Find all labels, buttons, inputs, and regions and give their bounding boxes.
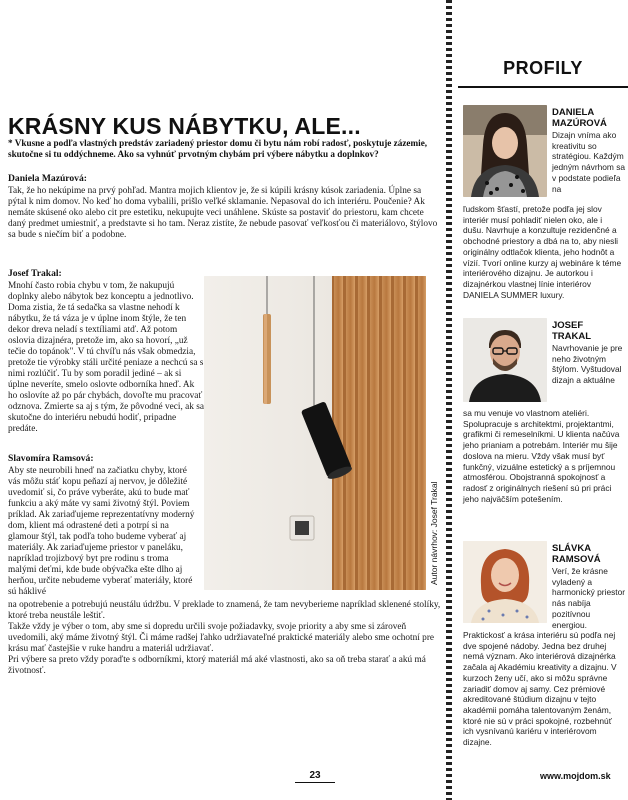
profile-name-josef-first: JOSEF xyxy=(552,320,584,331)
section-text-slavomira-wrap: Aby ste neurobili hneď na začiatku chyby, ktoré vás môžu stáť kopu peňazí aj nervov, je dôležité uvedomiť si, čo práve vyberáte, akú to bude mať funkciu a aký máte vy sami životný štýl. Poviem príklad. Ak zariaďujeme reprezentatívny moderný dom, klient má odrastené deti a potrpí si na glamour štýl, tak podľa toho budeme vyberať aj materiály. Ak zariaďujeme priestor v paneláku, napríklad trojizbový byt pre rodinu s troma malými deťmi, kde bude obývačka ešte dlho aj herňou, určite nebudeme vyberať materiály, ktoré sú háklivé xyxy=(8,466,195,597)
portrait-slavka xyxy=(463,541,547,623)
profile-text-daniela-full: ľudskom šťastí, pretože podľa jej slov interiér musí pohladiť nielen oko, ale i dušu. Navrhuje a konzultuje rezidenčné a obchodné priestory a dbá na to, aby niesli originálny odtlačok klienta, jeho hodnôt a vízií. Tvorí online kurzy aj webináre k téme interiérového dizajnu. Je autorkou i dizajnérkou vlastnej línie interiérov DANIELA SUMMER luxury. xyxy=(463,204,622,300)
portrait-daniela xyxy=(463,105,547,197)
profile-photo-daniela xyxy=(463,105,547,197)
profile-name-slavka-first: SLÁVKA xyxy=(552,543,592,554)
profile-text-josef-wrap: Navrhovanie je pre neho životným štýlom. Vyštudoval dizajn a aktuálne xyxy=(552,343,623,386)
profile-name-daniela-first: DANIELA xyxy=(552,107,595,118)
profile-name-slavka xyxy=(552,543,601,565)
interior-photo xyxy=(204,276,426,590)
profile-name-slavka-last: RAMSOVÁ xyxy=(552,554,601,565)
profile-photo-josef xyxy=(463,318,547,402)
column-divider xyxy=(446,0,452,800)
profile-name-daniela-last: MAZÚROVÁ xyxy=(552,118,607,129)
profile-text-slavka-full: Praktickosť a krása interiéru sú podľa nej dve spojené nádoby. Jedna bez druhej nemá význam. Ako interiérová dizajnérka začala aj Akadémiu kreativity a dizajnu. V kurzoch ženy učí, ako si môžu správne zariadiť domov aj samy. Cez prémiové akreditované štúdium dizajnu v tejto akadémii pomáha talentovaným ženám, ktoré nie sú v práci spokojné, rozbehnúť ich vysnívanú kariéru v interiérovom dizajne. xyxy=(463,630,617,748)
profile-name-daniela xyxy=(552,107,607,129)
article-lead: * Vkusne a podľa vlastných predstáv zariadený priestor domu či bytu nám robí radosť, poskytuje zázemie, skutočne si tu oddýchneme. Ako sa vyhnúť prvotným chybám pri výbere nábytku a doplnkov? xyxy=(8,138,428,159)
section-text-daniela: Tak, že ho nekúpime na prvý pohľad. Mantra mojich klientov je, že si kúpili krásny kúsok zariadenia. Úplne sa pýtal k nim domov. No keď ho doma vybalili, prišlo veľké sklamanie. Nepasoval do ich interiéru. Poučenie? Ak nemáte skúsené oko alebo cit pre estetiku, nekupujte veci unáhlene. Skúste sa postaviť do priestoru, kam chcete daný predmet umiestniť, a predstavte si ho tam. Neraz zistíte, že nebude pasovať veľkosťou či materiálovo, štýlovo sa bude s niečím biť a podobne. xyxy=(8,186,438,240)
profile-text-slavka-wrap: Verí, že krásne vyladený a harmonický priestor nás nabíja pozitívnou energiou. xyxy=(552,566,626,630)
section-heading-slavomira: Slavomíra Ramsová: xyxy=(8,453,94,464)
website-url: www.mojdom.sk xyxy=(540,771,611,781)
section-text-slavomira-full: na opotrebenie a potrebujú neustálu údržbu. V preklade to znamená, že tam nevyberieme napríklad sklenené stolíky, ktoré treba neustále leštiť. Takže vždy je výber o tom, aby sme si dopredu určili svoje požiadavky, svoje priority a aby sme si zároveň uvedomili, aký máme životný štýl. Či máme radšej ľahko udržiavateľné praktické materiály alebo sme ochotní pre krásu mať častejšie v ruke handru a materiál udržiavať. Pri výbere sa preto vždy poraďte s odborníkmi, ktorý materiál má aké vlastnosti, ako sa oň treba starať a akú má životnosť. xyxy=(8,600,441,676)
profiles-title: PROFILY xyxy=(503,58,583,78)
portrait-josef xyxy=(463,318,547,402)
section-text-josef: Mnohí často robia chybu v tom, že nakupujú doplnky alebo nábytok bez konceptu a jednotlivo. Doma zistia, že tá sedačka sa vlastne nehodí k nábytku, že tá váza je v úplne inom štýle, že ten dekor dreva neladí s textíliami atď. Až potom oslovia dizajnéra, pretože im, ako sa hovorí, „už tečie do topánok". V tú chvíľu nás však obmedzia, pretože tie výrobky stáli určité peniaze a nechcú sa s nimi rozlúčiť. Tu by som poradil jediné – ak si úplne neveríte, smelo oslovte odborníka hneď. Ak ho oslovíte až po pár chybách, dovoľte mu pracovať odznova. Zmierte sa aj s tým, že pôvodné veci, ak sa skutočne do interiéru nebudú hodiť, pripadne predáte. xyxy=(8,281,204,434)
section-heading-daniela: Daniela Mazúrová: xyxy=(8,173,87,184)
profile-name-josef-last: TRAKAL xyxy=(552,331,592,342)
article-headline: KRÁSNY KUS NÁBYTKU, ALE... xyxy=(8,113,361,139)
profiles-title-underline xyxy=(458,86,628,88)
page-number: 23 xyxy=(295,770,335,783)
wood-slat-wall xyxy=(332,276,426,590)
profile-text-daniela-wrap: Dizajn vníma ako kreativitu so stratégiou. Každým jedným návrhom sa v podstate podieľa na xyxy=(552,130,626,194)
photo-credit: Autor návrhov: Josef Trakal xyxy=(429,481,439,585)
profile-name-josef xyxy=(552,320,591,342)
profile-text-josef-full: sa mu venuje vo vlastnom ateliéri. Spolupracuje s architektmi, projektantmi, grafikmi či remeselníkmi. U klienta načúva jeho prianiam a potrebám. Interiér mu šije doslova na mieru. Vždy však musí byť funkčný, vizuálne estetický a s príjemnou atmosférou. Obojstranná spokojnosť a radosť z originálnych riešení sú pri práci jeho najväčším potešením. xyxy=(463,408,620,504)
profile-photo-slavka xyxy=(463,541,547,623)
interior-photo-illustration xyxy=(204,276,426,590)
section-heading-josef: Josef Trakal: xyxy=(8,268,62,279)
